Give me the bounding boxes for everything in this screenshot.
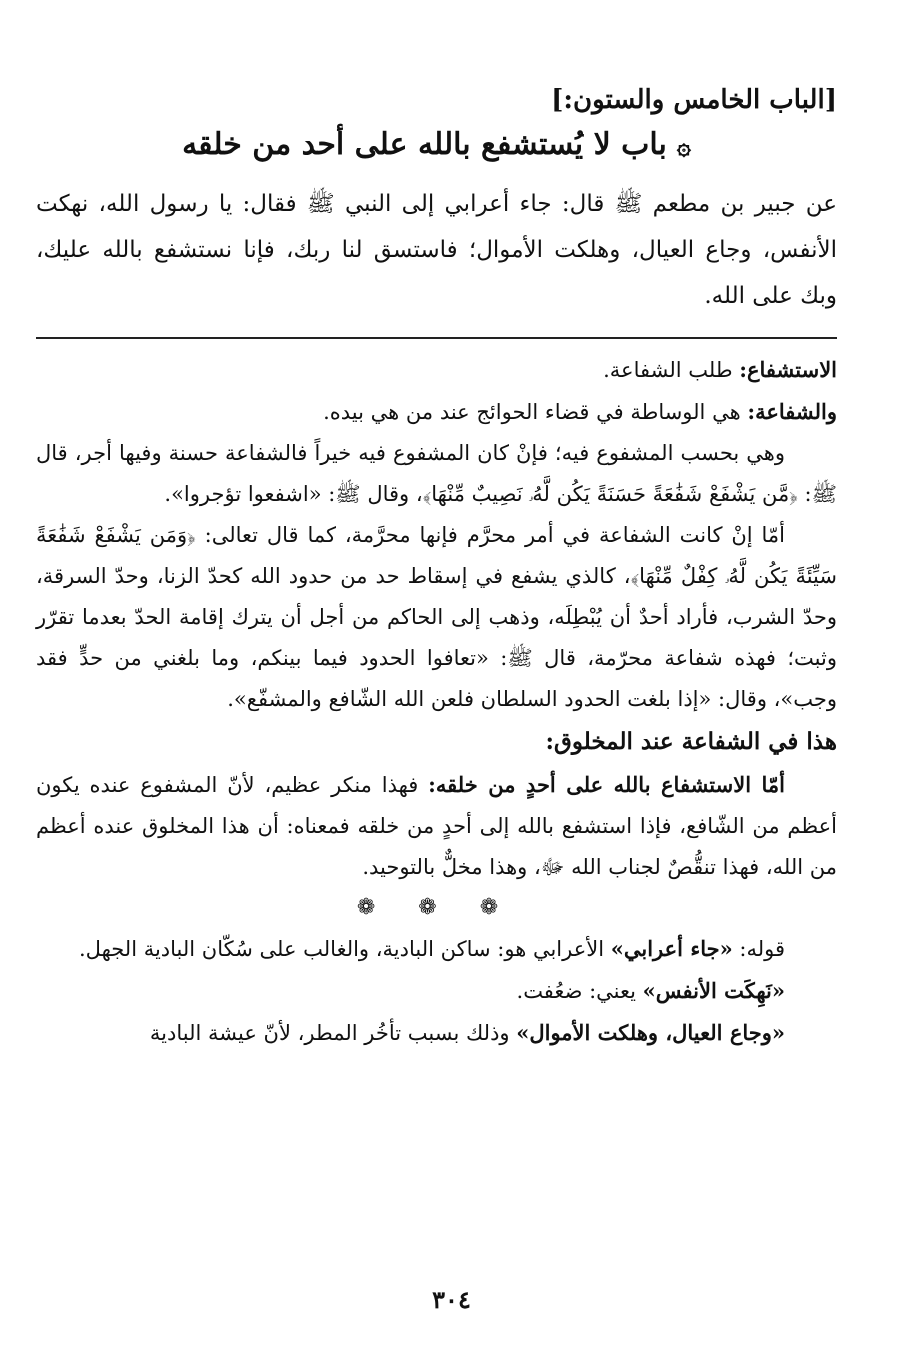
- definition-text: هي الوساطة في قضاء الحوائج عند من هي بيده.: [323, 400, 748, 424]
- note-iyal: [36, 1012, 837, 1054]
- definition-term: والشفاعة:: [747, 399, 837, 424]
- note-text: الأعرابي هو: ساكن البادية، والغالب على سُكّان البادية الجهل.: [78, 937, 611, 961]
- ornament-icon: ۞: [676, 131, 691, 160]
- note-text: وذلك بسبب تأخُر المطر، لأنّ عيشة البادية: [149, 1021, 517, 1045]
- divider: [36, 337, 837, 339]
- note-anfus: [36, 970, 837, 1012]
- note-arabi: [36, 928, 837, 970]
- paragraph-forbidden-intercession: أمّا إنْ كانت الشفاعة في أمر محرَّم فإنها محرَّمة، كما قال تعالى: ﴿وَمَن يَشْفَعْ شَفَٰعَةً سَيِّئَةً يَكُن لَّهُۥ كِفْلٌ مِّنْهَا﴾، كالذي يشفع في إسقاط حد من حدود الله كحدّ الزنا، وحدّ السرقة، وحدّ الشرب، فأراد أحدٌ أن يُبْطِلَه، وذهب إلى الحاكم من أجل أن يترك إقامة الحدّ بعدما تقرّر وثبت؛ فهذه شفاعة محرّمة، قال ﷺ: «تعافوا الحدود فيما بينكم، وما بلغني من حدٍّ فقد وجب»، وقال: «إذا بلغت الحدود السلطان فلعن الله الشّافع والمشفّع».: [36, 523, 837, 711]
- note-term: «جاء أعرابي»: [610, 936, 733, 961]
- note-prefix: قوله:: [732, 937, 785, 961]
- paragraph-istishfa-billah: [36, 764, 837, 888]
- note-text: يعني: ضعُفت.: [516, 979, 643, 1003]
- hadith-text: عن جبير بن مطعم ﷺ قال: جاء أعرابي إلى النبي ﷺ فقال: يا رسول الله، نهكت الأنفس، وجاع العيال، وهلكت الأموال؛ فاستسق لنا ربك، فإنا نستشفع بالله عليك، وبك على الله.: [36, 191, 837, 309]
- page-number: ٣٠٤: [432, 1285, 471, 1314]
- chapter-title-text: باب لا يُستشفع بالله على أحد من خلقه: [182, 127, 667, 162]
- definition-istishfa: [36, 349, 837, 391]
- section-heading: هذا في الشفاعة عند المخلوق:: [545, 728, 837, 755]
- definition-text: طلب الشفاعة.: [603, 358, 740, 382]
- note-term: «نَهِكَت الأنفس»: [642, 978, 785, 1003]
- paragraph-text: فهذا منكر عظيم، لأنّ المشفوع عنده يكون أعظم من الشّافع، فإذا استشفع بالله إلى أحدٍ من خلقه فمعناه: أن هذا المخلوق عنده أعظم من الله، فهذا تنقُّصٌ لجناب الله ﷻ، وهذا مخلٌّ بالتوحيد.: [36, 773, 837, 879]
- section-separator-stars: ❁ ❁ ❁: [356, 895, 517, 920]
- chapter-label: [الباب الخامس والستون:]: [551, 85, 837, 115]
- page-body: [36, 80, 837, 1054]
- chapter-title: [36, 120, 837, 171]
- definition-shafaa: [36, 391, 837, 433]
- note-term: «وجاع العيال، وهلكت الأموال»: [516, 1020, 785, 1045]
- paragraph-good-intercession: وهي بحسب المشفوع فيه؛ فإنْ كان المشفوع فيه خيراً فالشفاعة حسنة وفيها أجر، قال ﷺ: ﴿مَّن يَشْفَعْ شَفَٰعَةً حَسَنَةً يَكُن لَّهُۥ نَصِيبٌ مِّنْهَا﴾، وقال ﷺ: «اشفعوا تؤجروا».: [36, 441, 837, 506]
- definition-term: الاستشفاع:: [739, 357, 837, 382]
- paragraph-bold-lead: أمّا الاستشفاع بالله على أحدٍ من خلقه:: [428, 772, 785, 797]
